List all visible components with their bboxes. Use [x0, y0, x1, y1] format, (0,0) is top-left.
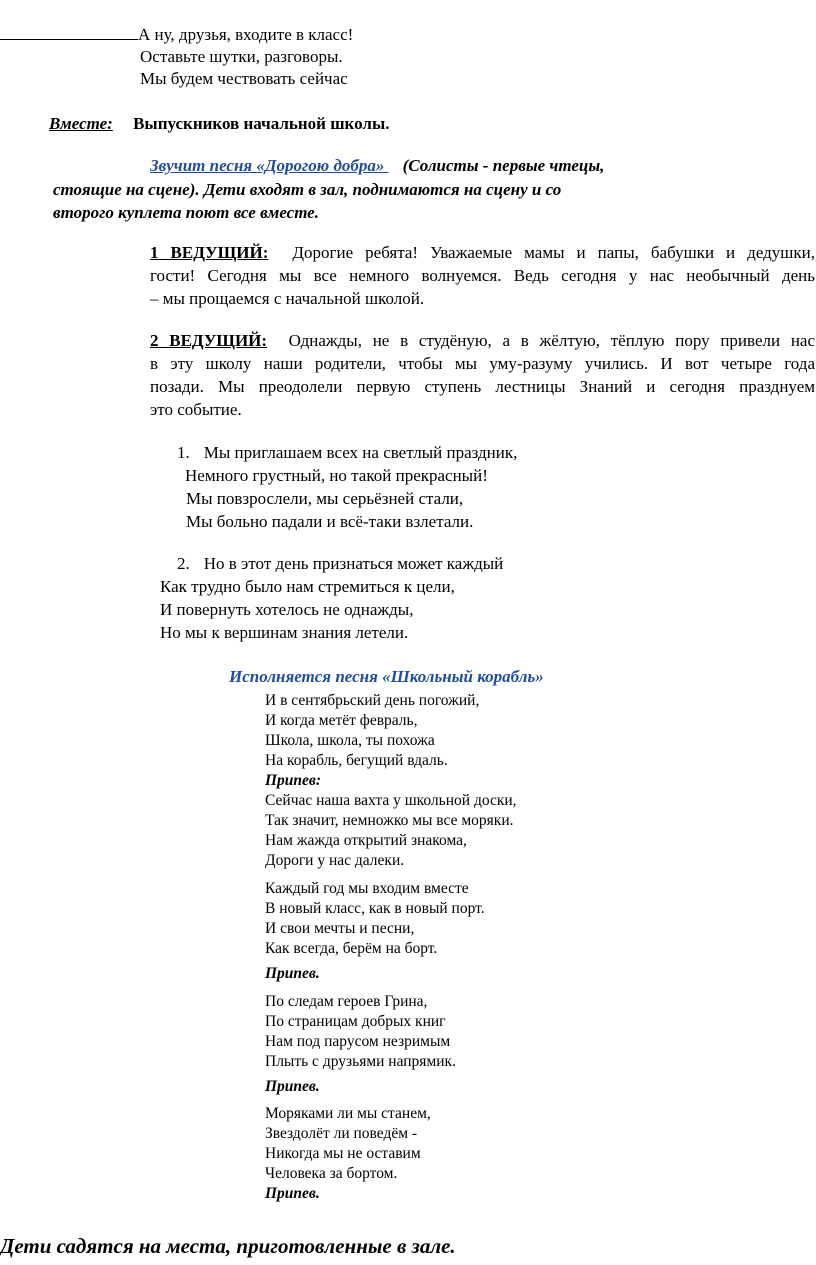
lyric-line: Звездолёт ли поведём - — [265, 1125, 418, 1142]
verse-1-line: Мы повзрослели, мы серьёзней стали, — [186, 489, 464, 508]
verse-2-number: 2. — [177, 554, 190, 573]
lyric-line: По следам героев Грина, — [265, 993, 428, 1010]
verse-2 — [160, 552, 503, 644]
chorus-label: Припев. — [265, 1185, 320, 1202]
lyric-line: По страницам добрых книг — [265, 1013, 446, 1030]
lyric-line: Дороги у нас далеки. — [265, 852, 405, 869]
verse-1-line: Мы больно падали и всё-таки взлетали. — [186, 512, 474, 531]
lyric-line: Моряками ли мы станем, — [265, 1105, 431, 1122]
verse-1-number: 1. — [177, 443, 190, 462]
lyric-line: И когда метёт февраль, — [265, 712, 418, 729]
chorus-label: Припев: — [265, 772, 322, 789]
lyric-line: Каждый год мы входим вместе — [265, 880, 469, 897]
together-label: Вместе: — [49, 114, 113, 133]
intro-line-3: Мы будем чествовать сейчас — [140, 69, 348, 88]
lyric-line: Так значит, немножко мы все моряки. — [265, 812, 514, 829]
song1-note-3: второго куплета поют все вместе. — [53, 203, 319, 222]
blank-line — [0, 25, 138, 40]
song2-stanza-3 — [265, 992, 456, 1072]
song2-stanza-1 — [265, 691, 517, 871]
song1-title: Звучит песня «Дорогою добра» — [150, 156, 389, 175]
song2-title: Исполняется песня «Школьный корабль» — [229, 667, 544, 686]
lyric-line: И в сентябрьский день погожий, — [265, 692, 480, 709]
verse-1-line: Немного грустный, но такой прекрасный! — [185, 466, 488, 485]
verse-2-line: 2. Но в этот день признаться может каждый — [177, 554, 504, 573]
host2-line-1: 2 ВЕДУЩИЙ: Однажды, не в студёную, а в жёлтую, тёплую пору привели нас — [150, 331, 816, 350]
host1-label: 1 ВЕДУЩИЙ: — [150, 243, 269, 262]
host2-line-4: это событие. — [150, 400, 242, 419]
lyric-line: Никогда мы не оставим — [265, 1145, 421, 1162]
song1-title-line — [150, 156, 604, 176]
lyric-line: Нам жажда открытий знакома, — [265, 832, 467, 849]
verse-1 — [177, 441, 517, 533]
together-text: Выпускников начальной школы. — [133, 114, 390, 133]
lyric-line: Плыть с друзьями напрямик. — [265, 1053, 456, 1070]
lyric-line: Нам под парусом незримым — [265, 1033, 451, 1050]
closing-note: Дети садятся на места, приготовленные в зале. — [0, 1234, 456, 1258]
lyric-line: Человека за бортом. — [265, 1165, 398, 1182]
song1-note-1: (Солисты - первые чтецы, — [402, 156, 605, 175]
song2-stanza-2 — [265, 879, 485, 959]
verse-2-line: Как трудно было нам стремиться к цели, — [160, 577, 455, 596]
song2-stanza-4 — [265, 1104, 431, 1204]
chorus-label: Припев. — [265, 1078, 320, 1095]
host2-line-3: позади. Мы преодолели первую ступень лестницы Знаний и сегодня празднуем — [150, 377, 815, 396]
host2-paragraph — [150, 329, 815, 421]
host2-label: 2 ВЕДУЩИЙ: — [150, 331, 268, 350]
host1-line-3: – мы прощаемся с начальной школой. — [150, 289, 425, 308]
song1-note-2: стоящие на сцене). Дети входят в зал, поднимаются на сцену и со — [53, 180, 562, 199]
lyric-line: И свои мечты и песни, — [265, 920, 415, 937]
lyric-line: На корабль, бегущий вдаль. — [265, 752, 448, 769]
intro-line-1: А ну, друзья, входите в класс! — [0, 25, 353, 45]
lyric-line: Сейчас наша вахта у школьной доски, — [265, 792, 517, 809]
verse-2-line: Но мы к вершинам знания летели. — [160, 623, 409, 642]
lyric-line: Как всегда, берём на борт. — [265, 940, 438, 957]
host2-line-2: в эту школу наши родители, чтобы мы уму-разуму учились. И вот четыре года — [150, 354, 815, 373]
intro-line-2: Оставьте шутки, разговоры. — [140, 47, 343, 66]
lyric-line: Школа, школа, ты похожа — [265, 732, 435, 749]
host1-line-2: гости! Сегодня мы все немного волнуемся. Ведь сегодня у нас необычный день — [150, 266, 815, 285]
host1-paragraph — [150, 241, 815, 310]
host1-line-1: 1 ВЕДУЩИЙ: Дорогие ребята! Уважаемые мамы и папы, бабушки и дедушки, — [150, 243, 816, 262]
verse-1-line: 1. Мы приглашаем всех на светлый праздник, — [177, 443, 518, 462]
lyric-line: В новый класс, как в новый порт. — [265, 900, 485, 917]
verse-2-line: И повернуть хотелось не однажды, — [160, 600, 414, 619]
together-line — [49, 114, 389, 134]
chorus-label: Припев. — [265, 965, 320, 982]
